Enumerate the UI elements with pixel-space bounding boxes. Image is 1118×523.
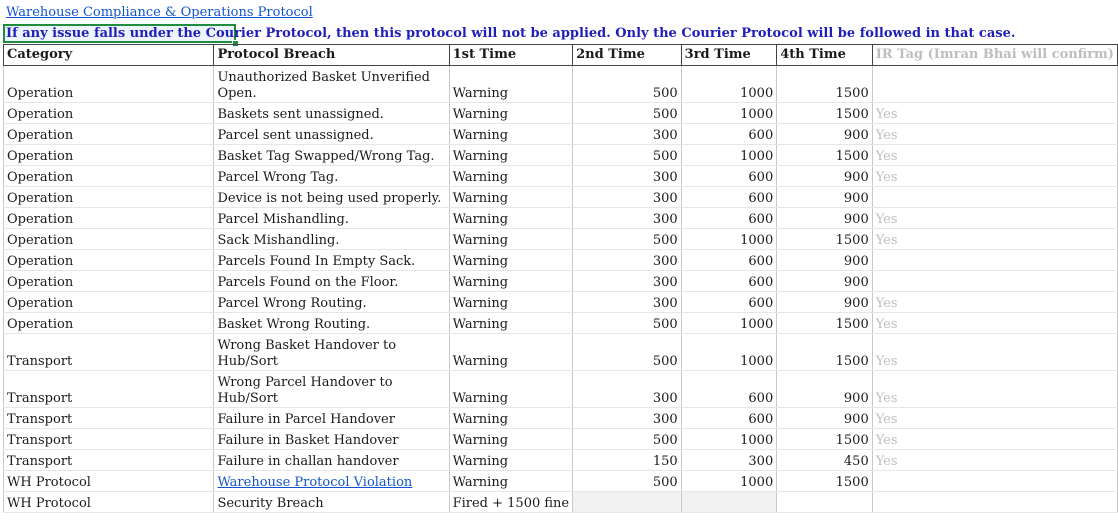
table-row bbox=[4, 429, 1118, 450]
first-time-cell[interactable]: Warning bbox=[449, 124, 573, 145]
ir-tag-cell[interactable] bbox=[872, 471, 1117, 492]
second-time-cell[interactable]: 500 bbox=[573, 429, 682, 450]
first-time-cell[interactable]: Warning bbox=[449, 145, 573, 166]
fourth-time-cell[interactable]: 1500 bbox=[777, 471, 873, 492]
table-row bbox=[4, 166, 1118, 187]
table-row bbox=[4, 66, 1118, 103]
first-time-cell[interactable]: Warning bbox=[449, 471, 573, 492]
first-time-cell[interactable]: Warning bbox=[449, 429, 573, 450]
first-time-cell[interactable]: Warning bbox=[449, 371, 573, 408]
protocol-breach-cell[interactable]: Parcel Wrong Routing. bbox=[214, 292, 449, 313]
fourth-time-cell[interactable]: 1500 bbox=[777, 313, 873, 334]
ir-tag-cell[interactable]: Yes bbox=[872, 292, 1117, 313]
second-time-cell[interactable]: 150 bbox=[573, 450, 682, 471]
second-time-cell[interactable]: 500 bbox=[573, 471, 682, 492]
ir-tag-cell[interactable]: Yes bbox=[872, 313, 1117, 334]
second-time-cell[interactable] bbox=[573, 492, 682, 513]
table-row bbox=[4, 229, 1118, 250]
category-cell[interactable]: Operation bbox=[4, 166, 214, 187]
table-row bbox=[4, 408, 1118, 429]
ir-tag-cell[interactable]: Yes bbox=[872, 450, 1117, 471]
third-time-cell[interactable]: 1000 bbox=[681, 66, 777, 103]
table-row bbox=[4, 187, 1118, 208]
fourth-time-cell[interactable]: 900 bbox=[777, 166, 873, 187]
protocol-breach-cell[interactable]: Parcel Wrong Tag. bbox=[214, 166, 449, 187]
third-time-cell[interactable]: 1000 bbox=[681, 429, 777, 450]
ir-tag-cell[interactable]: Yes bbox=[872, 408, 1117, 429]
fourth-time-cell[interactable]: 900 bbox=[777, 371, 873, 408]
category-cell[interactable]: WH Protocol bbox=[4, 492, 214, 513]
protocol-breach-cell[interactable]: Failure in Parcel Handover bbox=[214, 408, 449, 429]
category-cell[interactable]: Operation bbox=[4, 66, 214, 103]
protocol-breach-cell[interactable]: Baskets sent unassigned. bbox=[214, 103, 449, 124]
protocol-breach-cell[interactable] bbox=[214, 471, 449, 492]
third-time-cell[interactable]: 600 bbox=[681, 292, 777, 313]
header-ir-tag[interactable]: IR Tag (Imran Bhai will confirm) bbox=[872, 45, 1117, 66]
second-time-cell[interactable]: 500 bbox=[573, 145, 682, 166]
third-time-cell[interactable]: 600 bbox=[681, 208, 777, 229]
protocol-breach-cell[interactable]: Parcels Found In Empty Sack. bbox=[214, 250, 449, 271]
header-category[interactable]: Category bbox=[4, 45, 214, 66]
first-time-cell[interactable]: Warning bbox=[449, 166, 573, 187]
ir-tag-cell[interactable]: Yes bbox=[872, 124, 1117, 145]
table-row bbox=[4, 271, 1118, 292]
fourth-time-cell[interactable]: 1500 bbox=[777, 145, 873, 166]
category-cell[interactable]: Operation bbox=[4, 313, 214, 334]
fourth-time-cell[interactable]: 1500 bbox=[777, 429, 873, 450]
fourth-time-cell[interactable]: 900 bbox=[777, 271, 873, 292]
ir-tag-cell[interactable] bbox=[872, 271, 1117, 292]
header-4th-time[interactable]: 4th Time bbox=[777, 45, 873, 66]
third-time-cell[interactable]: 1000 bbox=[681, 471, 777, 492]
second-time-cell[interactable]: 300 bbox=[573, 371, 682, 408]
table-row bbox=[4, 450, 1118, 471]
third-time-cell[interactable]: 600 bbox=[681, 371, 777, 408]
ir-tag-cell[interactable]: Yes bbox=[872, 429, 1117, 450]
table-row bbox=[4, 103, 1118, 124]
second-time-cell[interactable]: 500 bbox=[573, 334, 682, 371]
ir-tag-cell[interactable]: Yes bbox=[872, 229, 1117, 250]
second-time-cell[interactable]: 500 bbox=[573, 66, 682, 103]
table-row bbox=[4, 334, 1118, 371]
category-cell[interactable]: Operation bbox=[4, 103, 214, 124]
second-time-cell[interactable]: 300 bbox=[573, 187, 682, 208]
first-time-cell[interactable]: Warning bbox=[449, 103, 573, 124]
second-time-cell[interactable]: 500 bbox=[573, 229, 682, 250]
protocol-breach-cell[interactable]: Security Breach bbox=[214, 492, 449, 513]
ir-tag-cell[interactable]: Yes bbox=[872, 145, 1117, 166]
category-cell[interactable]: Operation bbox=[4, 292, 214, 313]
third-time-cell[interactable]: 1000 bbox=[681, 313, 777, 334]
second-time-cell[interactable]: 300 bbox=[573, 124, 682, 145]
ir-tag-cell[interactable]: Yes bbox=[872, 371, 1117, 408]
third-time-cell[interactable] bbox=[681, 492, 777, 513]
table-row bbox=[4, 292, 1118, 313]
category-cell[interactable]: Transport bbox=[4, 408, 214, 429]
protocol-breach-cell[interactable]: Sack Mishandling. bbox=[214, 229, 449, 250]
first-time-cell[interactable]: Warning bbox=[449, 208, 573, 229]
header-2nd-time[interactable]: 2nd Time bbox=[573, 45, 682, 66]
ir-tag-cell[interactable] bbox=[872, 66, 1117, 103]
first-time-cell[interactable]: Warning bbox=[449, 271, 573, 292]
ir-tag-cell[interactable]: Yes bbox=[872, 103, 1117, 124]
category-cell[interactable]: Operation bbox=[4, 145, 214, 166]
first-time-cell[interactable]: Warning bbox=[449, 187, 573, 208]
header-3rd-time[interactable]: 3rd Time bbox=[681, 45, 777, 66]
protocol-breach-cell[interactable]: Unauthorized Basket Unverified Open. bbox=[214, 66, 449, 103]
third-time-cell[interactable]: 1000 bbox=[681, 145, 777, 166]
category-cell[interactable]: Operation bbox=[4, 208, 214, 229]
first-time-cell[interactable]: Warning bbox=[449, 66, 573, 103]
first-time-cell[interactable]: Warning bbox=[449, 408, 573, 429]
ir-tag-cell[interactable] bbox=[872, 187, 1117, 208]
first-time-cell[interactable]: Warning bbox=[449, 313, 573, 334]
second-time-cell[interactable]: 300 bbox=[573, 208, 682, 229]
first-time-cell[interactable]: Warning bbox=[449, 450, 573, 471]
second-time-cell[interactable]: 300 bbox=[573, 166, 682, 187]
category-cell[interactable]: WH Protocol bbox=[4, 471, 214, 492]
third-time-cell[interactable]: 600 bbox=[681, 271, 777, 292]
header-1st-time[interactable]: 1st Time bbox=[449, 45, 573, 66]
category-cell[interactable]: Transport bbox=[4, 450, 214, 471]
third-time-cell[interactable]: 600 bbox=[681, 408, 777, 429]
table-row bbox=[4, 492, 1118, 513]
ir-tag-cell[interactable]: Yes bbox=[872, 334, 1117, 371]
table-row bbox=[4, 145, 1118, 166]
protocol-breach-cell[interactable]: Failure in challan handover bbox=[214, 450, 449, 471]
fourth-time-cell[interactable]: 1500 bbox=[777, 66, 873, 103]
courier-protocol-notice: If any issue falls under the Courier Protocol, then this protocol will not be applied. Only the Courier Protocol will be followed in that case. bbox=[6, 26, 1016, 41]
protocol-breach-cell[interactable]: Basket Tag Swapped/Wrong Tag. bbox=[214, 145, 449, 166]
third-time-cell[interactable]: 600 bbox=[681, 124, 777, 145]
table-row bbox=[4, 208, 1118, 229]
fourth-time-cell[interactable]: 900 bbox=[777, 208, 873, 229]
fourth-time-cell[interactable]: 900 bbox=[777, 408, 873, 429]
category-cell[interactable]: Operation bbox=[4, 187, 214, 208]
table-row bbox=[4, 313, 1118, 334]
table-row bbox=[4, 124, 1118, 145]
first-time-cell[interactable]: Fired + 1500 fine bbox=[449, 492, 573, 513]
third-time-cell[interactable]: 1000 bbox=[681, 229, 777, 250]
warehouse-protocol-violation-link[interactable]: Warehouse Protocol Violation bbox=[217, 475, 413, 490]
category-cell[interactable]: Operation bbox=[4, 124, 214, 145]
second-time-cell[interactable]: 500 bbox=[573, 313, 682, 334]
protocol-breach-cell[interactable]: Wrong Basket Handover to Hub/Sort bbox=[214, 334, 449, 371]
first-time-cell[interactable]: Warning bbox=[449, 334, 573, 371]
protocol-breach-cell[interactable]: Basket Wrong Routing. bbox=[214, 313, 449, 334]
third-time-cell[interactable]: 1000 bbox=[681, 334, 777, 371]
protocol-breach-cell[interactable]: Wrong Parcel Handover to Hub/Sort bbox=[214, 371, 449, 408]
first-time-cell[interactable]: Warning bbox=[449, 229, 573, 250]
table-row bbox=[4, 371, 1118, 408]
fourth-time-cell[interactable]: 900 bbox=[777, 124, 873, 145]
fourth-time-cell[interactable]: 1500 bbox=[777, 229, 873, 250]
sheet-title[interactable]: Warehouse Compliance & Operations Protocol bbox=[6, 5, 313, 20]
first-time-cell[interactable]: Warning bbox=[449, 250, 573, 271]
third-time-cell[interactable]: 300 bbox=[681, 450, 777, 471]
second-time-cell[interactable]: 300 bbox=[573, 271, 682, 292]
category-cell[interactable]: Transport bbox=[4, 429, 214, 450]
table-row bbox=[4, 471, 1118, 492]
protocol-breach-cell[interactable]: Device is not being used properly. bbox=[214, 187, 449, 208]
third-time-cell[interactable]: 1000 bbox=[681, 103, 777, 124]
ir-tag-cell[interactable]: Yes bbox=[872, 166, 1117, 187]
notice-row bbox=[0, 24, 1118, 44]
ir-tag-cell[interactable] bbox=[872, 250, 1117, 271]
table-row bbox=[4, 250, 1118, 271]
fourth-time-cell[interactable]: 450 bbox=[777, 450, 873, 471]
fourth-time-cell[interactable]: 1500 bbox=[777, 103, 873, 124]
fourth-time-cell[interactable]: 900 bbox=[777, 250, 873, 271]
header-row bbox=[4, 45, 1118, 66]
protocol-table bbox=[3, 44, 1118, 513]
protocol-breach-cell[interactable]: Parcel sent unassigned. bbox=[214, 124, 449, 145]
third-time-cell[interactable]: 600 bbox=[681, 250, 777, 271]
second-time-cell[interactable]: 500 bbox=[573, 103, 682, 124]
third-time-cell[interactable]: 600 bbox=[681, 166, 777, 187]
second-time-cell[interactable]: 300 bbox=[573, 408, 682, 429]
category-cell[interactable]: Operation bbox=[4, 250, 214, 271]
protocol-breach-cell[interactable]: Parcel Mishandling. bbox=[214, 208, 449, 229]
protocol-breach-cell[interactable]: Failure in Basket Handover bbox=[214, 429, 449, 450]
fourth-time-cell[interactable]: 1500 bbox=[777, 334, 873, 371]
category-cell[interactable]: Operation bbox=[4, 229, 214, 250]
second-time-cell[interactable]: 300 bbox=[573, 292, 682, 313]
ir-tag-cell[interactable]: Yes bbox=[872, 208, 1117, 229]
fourth-time-cell[interactable]: 900 bbox=[777, 187, 873, 208]
second-time-cell[interactable]: 300 bbox=[573, 250, 682, 271]
third-time-cell[interactable]: 600 bbox=[681, 187, 777, 208]
protocol-breach-cell[interactable]: Parcels Found on the Floor. bbox=[214, 271, 449, 292]
category-cell[interactable]: Transport bbox=[4, 371, 214, 408]
ir-tag-cell[interactable] bbox=[872, 492, 1117, 513]
fourth-time-cell[interactable]: 900 bbox=[777, 292, 873, 313]
category-cell[interactable]: Operation bbox=[4, 271, 214, 292]
first-time-cell[interactable]: Warning bbox=[449, 292, 573, 313]
category-cell[interactable]: Transport bbox=[4, 334, 214, 371]
fourth-time-cell[interactable] bbox=[777, 492, 873, 513]
header-protocol-breach[interactable]: Protocol Breach bbox=[214, 45, 449, 66]
